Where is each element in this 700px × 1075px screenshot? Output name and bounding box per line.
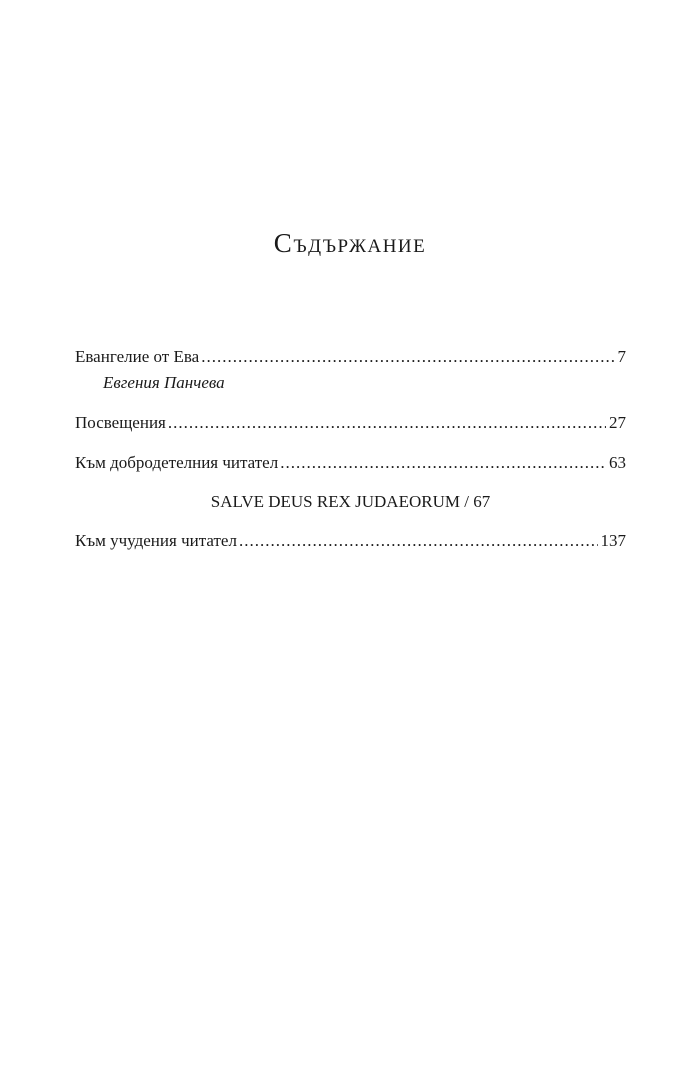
- toc-entry-page: 27: [609, 413, 626, 432]
- dot-leader: [168, 410, 606, 436]
- toc-entry-label: Евангелие от Ева: [75, 347, 200, 366]
- dot-leader: [201, 344, 614, 370]
- dot-leader: [280, 450, 606, 476]
- toc-section-heading[interactable]: SALVE DEUS REX JUDAEORUM / 67: [210, 492, 491, 511]
- toc-entry-label: Посвещения: [75, 413, 166, 432]
- toc-entry-posveshtenia[interactable]: [75, 410, 626, 436]
- toc-entry-label: Към учудения читател: [75, 531, 237, 550]
- toc-entry-page: 63: [609, 453, 626, 472]
- toc-entry-uchuden-chitatel[interactable]: [75, 528, 626, 554]
- toc-entry-label: Към добродетелния читател: [75, 453, 279, 472]
- dot-leader: [239, 528, 598, 554]
- toc-entry-author: Евгения Панчева: [103, 373, 225, 392]
- table-of-contents: [75, 344, 626, 554]
- toc-entry-page: 7: [617, 347, 626, 366]
- toc-entry-dobrodetelen-chitatel[interactable]: [75, 450, 626, 476]
- toc-entry-page: 137: [600, 531, 626, 550]
- toc-title: Съдържание: [273, 228, 427, 258]
- toc-entry-evangelie[interactable]: [75, 344, 626, 370]
